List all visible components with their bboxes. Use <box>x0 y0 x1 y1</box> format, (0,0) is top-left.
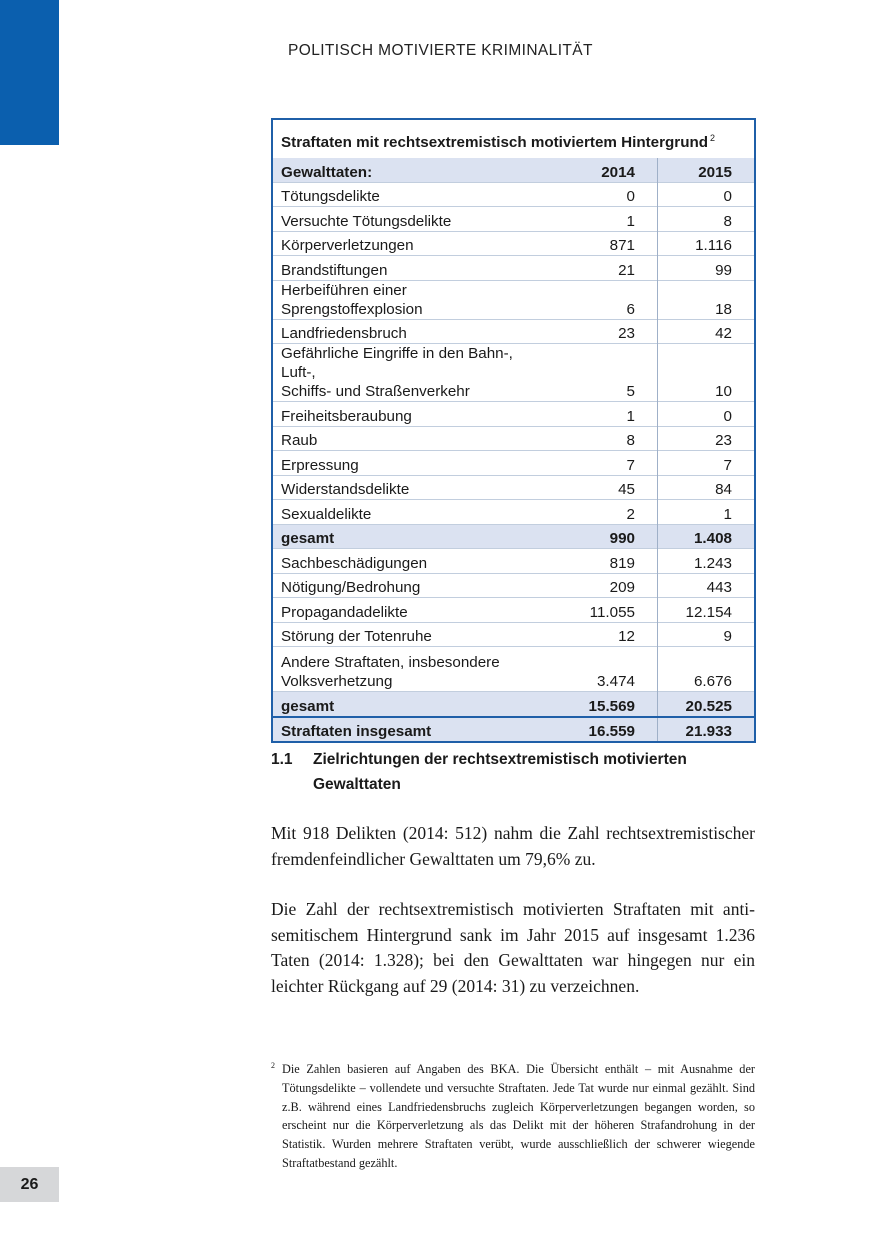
value-2014: 16.559 <box>557 717 658 742</box>
section-title: Zielrichtungen der rechtsextremistisch motivierten Gewalttaten <box>313 751 687 793</box>
header-label: Gewalttaten: <box>273 158 557 182</box>
value-2014: 11.055 <box>557 598 658 623</box>
row-label-line: Schiffs- und Straßenverkehr <box>281 383 470 400</box>
value-2015: 6.676 <box>658 647 755 692</box>
value-2015: 1.243 <box>658 549 755 574</box>
value-2015: 0 <box>658 182 755 207</box>
table-row <box>273 475 754 500</box>
table-title-text: Straftaten mit rechtsextremistisch motiviertem Hintergrund <box>281 133 709 151</box>
value-2014: 7 <box>557 451 658 476</box>
row-label: Störung der Totenruhe <box>273 622 557 647</box>
value-2015: 99 <box>658 256 755 281</box>
value-2015: 84 <box>658 475 755 500</box>
value-2015: 21.933 <box>658 717 755 742</box>
row-label-line: Gefährliche Eingriffe in den Bahn-, Luft-, <box>281 345 513 381</box>
value-2014: 990 <box>557 524 658 549</box>
section-number: 1.1 <box>271 751 293 768</box>
table-row <box>273 256 754 281</box>
body-paragraph: Die Zahl der rechtsextremistisch motivierten Straftaten mit antisemitischem Hintergrund sank im Jahr 2015 auf insgesamt 1.236 Taten (2014: 1.328); bei den Gewalttaten war hingegen nur ein leichter Rückgang auf 29 (2014: 31) zu verzeichnen. <box>271 899 755 996</box>
row-label: gesamt <box>273 524 557 549</box>
row-label: Landfriedensbruch <box>273 319 557 344</box>
body-paragraph: Mit 918 Delikten (2014: 512) nahm die Zahl rechtsextremistischer fremdenfeindlicher Gewalttaten um 79,6% zu. <box>271 823 755 869</box>
value-2015: 23 <box>658 426 755 451</box>
value-2014: 23 <box>557 319 658 344</box>
value-2014: 871 <box>557 231 658 256</box>
value-2015: 12.154 <box>658 598 755 623</box>
header-year-2015: 2015 <box>658 158 755 182</box>
blue-page-tab <box>0 0 59 145</box>
page-number: 26 <box>0 1167 59 1202</box>
table-row <box>273 402 754 427</box>
table-title-row <box>273 120 754 158</box>
row-label <box>273 344 557 402</box>
value-2014: 21 <box>557 256 658 281</box>
row-label: Erpressung <box>273 451 557 476</box>
row-label: Tötungsdelikte <box>273 182 557 207</box>
value-2014: 8 <box>557 426 658 451</box>
value-2014: 5 <box>557 344 658 402</box>
row-label: Sachbeschädigungen <box>273 549 557 574</box>
value-2014: 12 <box>557 622 658 647</box>
table-row <box>273 573 754 598</box>
value-2015: 8 <box>658 207 755 232</box>
value-2015: 0 <box>658 402 755 427</box>
value-2015: 18 <box>658 280 755 319</box>
row-label: Nötigung/Bedrohung <box>273 573 557 598</box>
row-label: Herbeiführen einer Sprengstoffexplosion <box>273 280 557 319</box>
table-row <box>273 622 754 647</box>
value-2014: 6 <box>557 280 658 319</box>
row-label: gesamt <box>273 692 557 717</box>
row-label: Brandstiftungen <box>273 256 557 281</box>
table-row <box>273 451 754 476</box>
table-row <box>273 280 754 319</box>
value-2014: 0 <box>557 182 658 207</box>
table-row <box>273 344 754 402</box>
footnote <box>271 1060 755 1173</box>
row-label <box>273 647 557 692</box>
table-row <box>273 647 754 692</box>
grand-total-row <box>273 717 754 742</box>
value-2015: 7 <box>658 451 755 476</box>
table-header-row <box>273 158 754 182</box>
value-2015: 1.408 <box>658 524 755 549</box>
value-2014: 1 <box>557 402 658 427</box>
value-2014: 819 <box>557 549 658 574</box>
table-row <box>273 319 754 344</box>
section-heading <box>271 747 755 797</box>
footnote-mark: 2 <box>271 1061 275 1070</box>
table-row <box>273 426 754 451</box>
row-label: Sexualdelikte <box>273 500 557 525</box>
value-2015: 1.116 <box>658 231 755 256</box>
value-2014: 1 <box>557 207 658 232</box>
footnote-reference: 2 <box>710 132 716 143</box>
violent-total-row <box>273 524 754 549</box>
value-2014: 15.569 <box>557 692 658 717</box>
table-row <box>273 231 754 256</box>
row-label: Raub <box>273 426 557 451</box>
row-label: Widerstandsdelikte <box>273 475 557 500</box>
row-label: Versuchte Tötungsdelikte <box>273 207 557 232</box>
table-row <box>273 598 754 623</box>
value-2015: 9 <box>658 622 755 647</box>
table-row <box>273 500 754 525</box>
value-2015: 443 <box>658 573 755 598</box>
table-row <box>273 207 754 232</box>
row-label-line: Andere Straftaten, insbesondere <box>281 654 500 671</box>
row-label: Körperverletzungen <box>273 231 557 256</box>
value-2014: 45 <box>557 475 658 500</box>
table-row <box>273 549 754 574</box>
value-2014: 209 <box>557 573 658 598</box>
row-label: Freiheitsberaubung <box>273 402 557 427</box>
running-header: POLITISCH MOTIVIERTE KRIMINALITÄT <box>288 42 593 59</box>
statistics-table <box>271 118 756 743</box>
other-total-row <box>273 692 754 717</box>
table-title <box>273 120 754 158</box>
crime-statistics-table <box>273 120 754 741</box>
value-2015: 42 <box>658 319 755 344</box>
header-year-2014: 2014 <box>557 158 658 182</box>
value-2015: 1 <box>658 500 755 525</box>
footnote-text: Die Zahlen basieren auf Angaben des BKA. Die Übersicht enthält – mit Ausnahme der Tötungsdelikte – vollendete und versuchte Straftaten. Jede Tat wurde nur einmal gezählt. Sind z.B. während eines Landfriedensbruchs zugleich Körperverletzungen begangen worden, so erscheint nur die Körperverletzung als das Delikt mit der höheren Strafandrohung in der Statistik. Wurden mehrere Straftaten verübt, wurde ausschließlich der schwerer wiegende Straftatbestand gezählt. <box>282 1062 755 1170</box>
row-label-line: Volksverhetzung <box>281 673 393 690</box>
value-2015: 20.525 <box>658 692 755 717</box>
value-2015: 10 <box>658 344 755 402</box>
row-label: Propagandadelikte <box>273 598 557 623</box>
row-label: Straftaten insgesamt <box>273 717 557 742</box>
value-2014: 2 <box>557 500 658 525</box>
value-2014: 3.474 <box>557 647 658 692</box>
table-row <box>273 182 754 207</box>
